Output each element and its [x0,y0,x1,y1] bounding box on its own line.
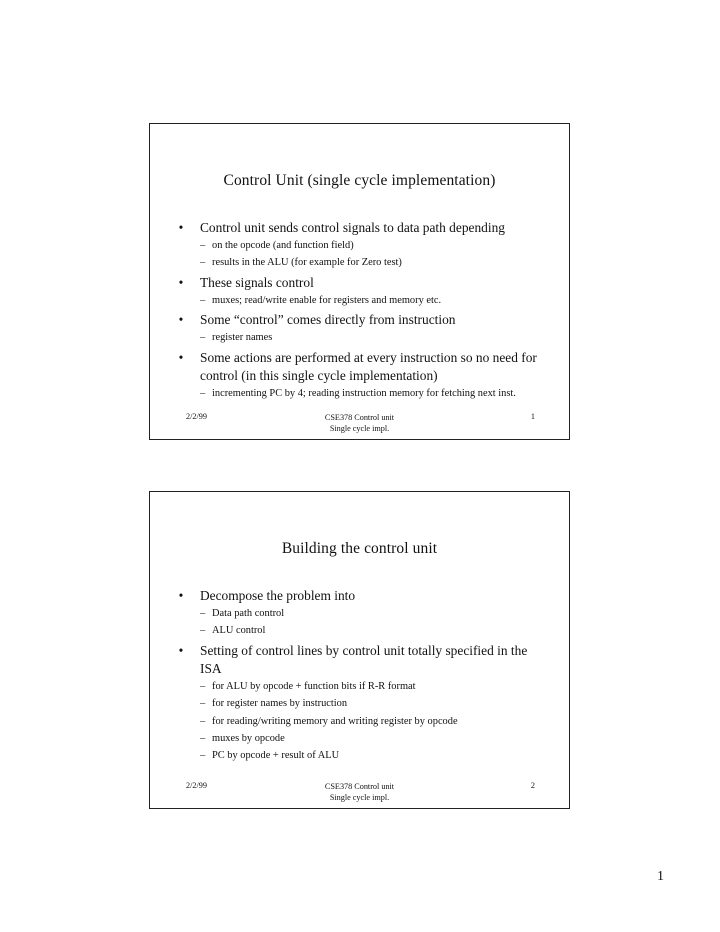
bullet-item: • Control unit sends control signals to data path depending [178,220,505,235]
slide-title: Control Unit (single cycle implementation) [223,172,496,189]
slide-number: 1 [530,412,535,421]
footer-course-line1: CSE378 Control unit [324,782,395,791]
slide-footer [150,778,569,808]
bullet-list [172,219,551,404]
sub-bullet-list [172,239,551,270]
footer-course-line2: Single cycle impl. [329,793,390,802]
bullet-item: • Decompose the problem into [178,588,356,603]
slide-number: 2 [530,781,535,790]
sub-bullet-list [172,607,551,638]
footer-course [150,412,569,434]
bullet-item: • These signals control [178,274,314,290]
footer-course [150,781,569,803]
sub-bullet-item: – PC by opcode + result of ALU [200,750,340,762]
bullet-list [172,587,551,767]
sub-bullet-item: – for reading/writing memory and writing register by opcode [200,715,458,727]
footer-date: 2/2/99 [186,781,207,790]
sub-bullet-item: – on the opcode (and function field) [200,240,354,251]
slide-title: Building the control unit [281,540,438,557]
sub-bullet-list [172,387,551,401]
sub-bullet-list [172,680,551,764]
sub-bullet-list [172,294,551,308]
bullet-item: • Some actions are performed at every instruction so no need for control (in this single cycle implementation) [178,349,537,383]
slide-2 [149,491,570,809]
bullet-item: • Setting of control lines by control unit totally specified in the ISA [178,642,528,676]
sub-bullet-item: – muxes; read/write enable for registers and memory etc. [200,294,442,306]
footer-course-line1: CSE378 Control unit [324,413,395,422]
footer-course-line2: Single cycle impl. [329,424,390,433]
slide-1 [149,123,570,440]
page-number: 1 [657,869,664,884]
sub-bullet-item: – muxes by opcode [200,732,285,744]
sub-bullet-list [172,331,551,345]
sub-bullet-item: – results in the ALU (for example for Zero test) [200,257,402,269]
sub-bullet-item: – incrementing PC by 4; reading instruction memory for fetching next inst. [200,387,516,399]
slide-footer [150,409,569,439]
sub-bullet-item: – for ALU by opcode + function bits if R-R format [200,680,416,692]
footer-date: 2/2/99 [186,412,207,421]
bullet-item: • Some “control” comes directly from instruction [178,312,456,328]
sub-bullet-item: – for register names by instruction [200,698,348,710]
sub-bullet-item: – register names [200,332,273,344]
sub-bullet-item: – ALU control [200,625,266,637]
sub-bullet-item: – Data path control [200,608,285,619]
